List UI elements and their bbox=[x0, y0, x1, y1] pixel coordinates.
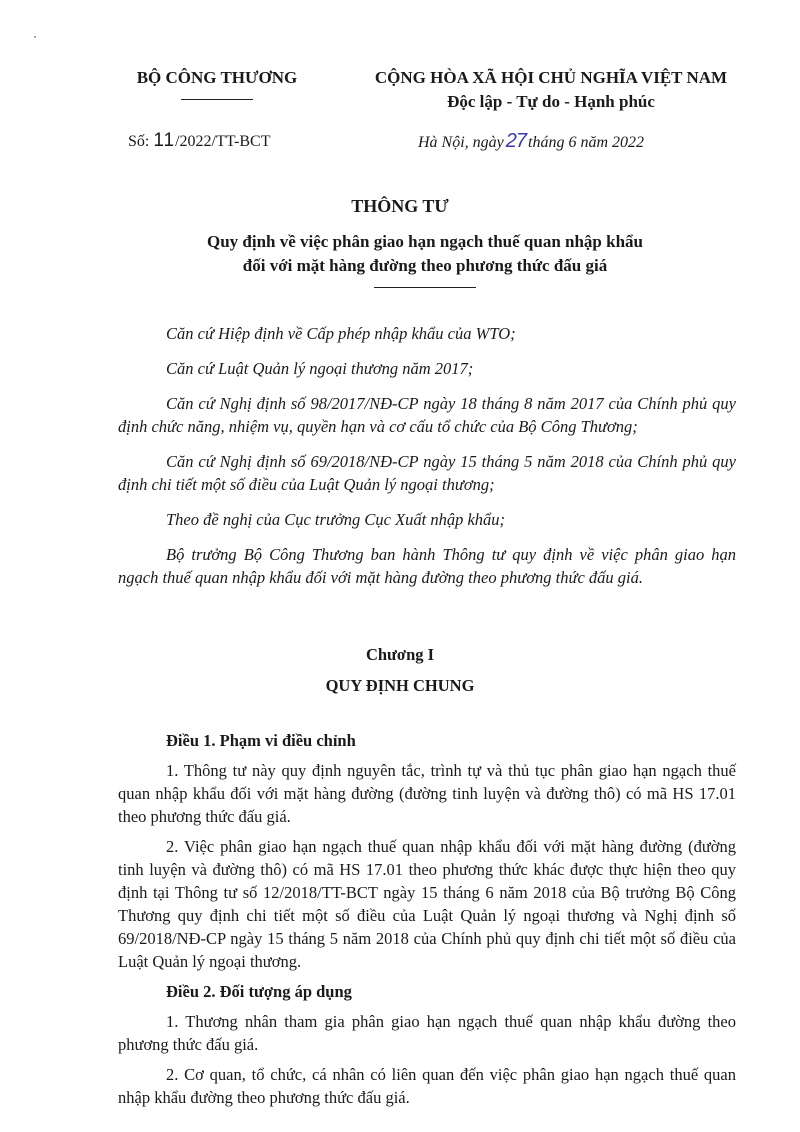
place-and-date bbox=[418, 130, 644, 153]
ministry-name: BỘ CÔNG THƯƠNG bbox=[136, 68, 298, 87]
chapter-number: Chương I bbox=[365, 645, 435, 664]
article-2-title: Điều 2. Đối tượng áp dụng bbox=[166, 982, 352, 1001]
ministry-underline bbox=[181, 99, 253, 100]
document-type-title: THÔNG TƯ bbox=[351, 196, 449, 216]
preamble-item: Theo đề nghị của Cục trưởng Cục Xuất nhập khẩu; bbox=[166, 510, 506, 529]
article-2-clause-2: 2. Cơ quan, tổ chức, cá nhân có liên quan đến việc phân giao hạn ngạch thuế quan nhập khẩu đường theo phương thức đấu giá. bbox=[118, 1065, 736, 1107]
preamble-item: Căn cứ Hiệp định về Cấp phép nhập khẩu của WTO; bbox=[166, 324, 516, 343]
subject-line-1: Quy định về việc phân giao hạn ngạch thuế quan nhập khẩu bbox=[206, 232, 644, 251]
country-name: CỘNG HÒA XÃ HỘI CHỦ NGHĨA VIỆT NAM bbox=[374, 68, 728, 87]
preamble bbox=[118, 322, 736, 601]
preamble-item: Căn cứ Nghị định số 69/2018/NĐ-CP ngày 15 tháng 5 năm 2018 của Chính phủ quy định chi tiết một số điều của Luật Quản lý ngoại thương; bbox=[118, 452, 736, 494]
article-1-title: Điều 1. Phạm vi điều chỉnh bbox=[166, 731, 356, 750]
title-underline bbox=[374, 287, 476, 288]
preamble-item: Căn cứ Luật Quản lý ngoại thương năm 2017; bbox=[166, 359, 474, 378]
handwritten-day: 27 bbox=[505, 130, 527, 152]
articles bbox=[118, 729, 736, 1116]
national-header bbox=[350, 66, 752, 114]
doc-no-suffix: /2022/TT-BCT bbox=[175, 133, 271, 150]
document-subject bbox=[100, 230, 750, 278]
article-2-clause-1: 1. Thương nhân tham gia phân giao hạn ngạch thuế quan nhập khẩu đường theo phương thức đấu giá. bbox=[118, 1012, 736, 1054]
place-suffix: tháng 6 năm 2022 bbox=[528, 134, 645, 151]
scan-speck bbox=[34, 36, 36, 38]
subject-line-2: đối với mặt hàng đường theo phương thức đấu giá bbox=[242, 256, 608, 275]
article-1-clause-2: 2. Việc phân giao hạn ngạch thuế quan nhập khẩu đối với mặt hàng đường (đường tinh luyện và đường thô) có mã HS 17.01 theo phương thức khác được thực hiện theo quy định tại Thông tư số 12/2018/TT-BCT ngày 15 tháng 6 năm 2018 của Bộ trưởng Bộ Công Thương quy định chi tiết một số điều của Luật Quản lý ngoại thương và Nghị định số 69/2018/NĐ-CP ngày 15 tháng 5 năm 2018 của Chính phủ quy định chi tiết một số điều của Luật Quản lý ngoại thương. bbox=[118, 837, 736, 971]
article-1-clause-1: 1. Thông tư này quy định nguyên tắc, trình tự và thủ tục phân giao hạn ngạch thuế quan nhập khẩu đối với mặt hàng đường (đường tinh luyện và đường thô) có mã HS 17.01 theo phương thức đấu giá. bbox=[118, 761, 736, 826]
national-motto: Độc lập - Tự do - Hạnh phúc bbox=[447, 92, 655, 111]
ministry-header bbox=[112, 66, 322, 100]
doc-no-number: 11 bbox=[153, 130, 176, 151]
preamble-item: Căn cứ Nghị định số 98/2017/NĐ-CP ngày 18 tháng 8 năm 2017 của Chính phủ quy định chức năng, nhiệm vụ, quyền hạn và cơ cấu tổ chức của Bộ Công Thương; bbox=[118, 394, 736, 436]
preamble-item: Bộ trưởng Bộ Công Thương ban hành Thông tư quy định về việc phân giao hạn ngạch thuế quan nhập khẩu đối với mặt hàng đường theo phương thức đấu giá. bbox=[118, 545, 736, 587]
doc-no-prefix: Số: bbox=[128, 133, 150, 150]
document-number bbox=[128, 130, 271, 152]
chapter-name: QUY ĐỊNH CHUNG bbox=[325, 676, 475, 695]
place-prefix: Hà Nội, ngày bbox=[418, 134, 504, 151]
